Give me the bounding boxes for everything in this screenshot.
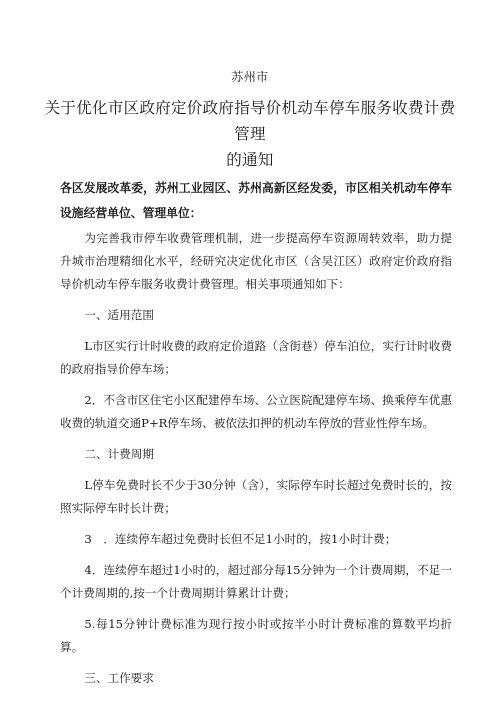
- section-1-item-1: L市区实行计时收费的政府定价道路（含街巷）停车泊位，实行计时收费的政府指导价停车场；: [60, 339, 452, 376]
- section-3-heading: 三、工作要求: [84, 671, 154, 685]
- section-1-item-2: 2．不含市区住宅小区配建停车场、公立医院配建停车场、换乘停车优惠收费的轨道交通P+R停车场、被依法扣押的机动车停放的营业性停车场。: [60, 393, 452, 430]
- section-2-heading: 二、计费周期: [84, 447, 154, 461]
- document-title: [40, 95, 460, 173]
- title-line-2: 的通知: [226, 151, 274, 169]
- intro-paragraph: 为完善我市停车收费管理机制，进一步提高停车资源周转效率，助力提升城市治理精细化水平，经研究决定优化市区（含吴江区）政府定价政府指导价机动车停车服务收费计费管理。相关事项通知如下：: [60, 231, 452, 291]
- section-2-item-2: 3 ．连续停车超过免费时长但不足1小时的，按1小时计费；: [84, 532, 397, 546]
- section-1-heading: 一、适用范围: [84, 308, 154, 322]
- issuing-city: 苏州市: [231, 70, 269, 84]
- section-2-item-4: 5.每15分钟计费标准为现行按小时或按半小时计费标准的算数平均折算。: [60, 617, 452, 654]
- salutation: 各区发展改革委，苏州工业园区、苏州高新区经发委，市区相关机动车停车设施经营单位、管理单位：: [60, 181, 452, 220]
- document-body: [60, 176, 452, 690]
- title-line-1: 关于优化市区政府定价政府指导价机动车停车服务收费计费管理: [44, 99, 456, 143]
- section-2-item-3: 4．连续停车超过1小时的，超过部分每15分钟为一个计费周期，不足一个计费周期的,按一个计费周期计算累计计费；: [60, 563, 452, 600]
- section-2-item-1: L停车免费时长不少于30分钟（含），实际停车时长超过免费时长的，按照实际停车时长计费；: [60, 478, 452, 515]
